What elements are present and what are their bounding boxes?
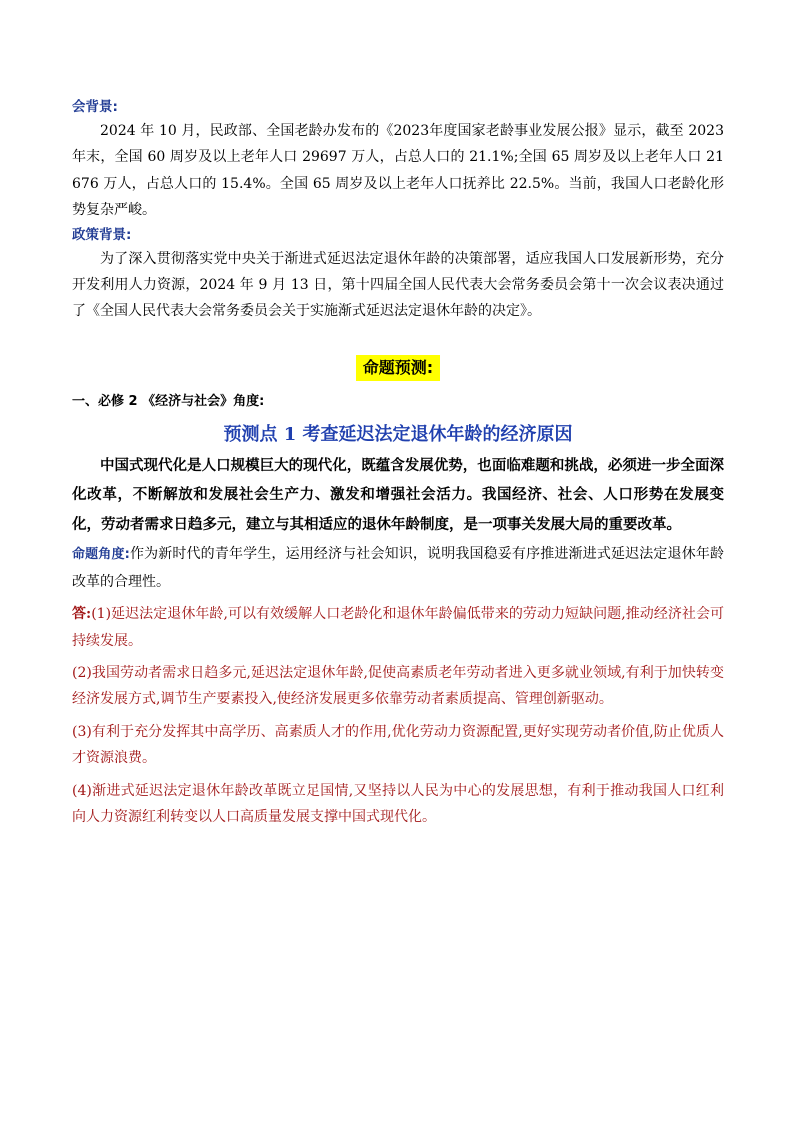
- prediction-point-title: 预测点 1 考查延迟法定退休年龄的经济原因: [223, 423, 573, 445]
- prediction-banner-wrap: [72, 355, 724, 385]
- question-angle-text: 作为新时代的青年学生，运用经济与社会知识，说明我国稳妥有序推进渐进式延迟法定退休年龄改革的合理性。: [72, 546, 725, 590]
- social-background-heading: 会背景:: [72, 99, 118, 115]
- answer-item-2: (2)我国劳动者需求日趋多元,延迟法定退休年龄,促使高素质老年劳动者进入更多就业领域,有利于加快转变经济发展方式,调节生产要素投入,使经济发展更多依靠劳动者素质提高、管理创新驱动。: [72, 664, 724, 708]
- section-title: 一、必修 2 《经济与社会》角度:: [72, 393, 265, 409]
- answer-item-3: (3)有利于充分发挥其中高学历、高素质人才的作用,优化劳动力资源配置,更好实现劳动者价值,防止优质人才资源浪费。: [72, 723, 724, 767]
- policy-background-heading: 政策背景:: [72, 226, 132, 243]
- answer-label: 答:: [72, 606, 92, 623]
- intro-paragraph: 中国式现代化是人口规模巨大的现代化，既蕴含发展优势，也面临难题和挑战，必须进一步全面深化改革，不断解放和发展社会生产力、激发和增强社会活力。我国经济、社会、人口形势在发展变化，劳动者需求日趋多元，建立与其相适应的退休年龄制度，是一项事关发展大局的重要改革。: [72, 456, 724, 533]
- policy-background-text: 为了深入贯彻落实党中央关于渐进式延迟法定退休年龄的决策部署，适应我国人口发展新形势，充分开发利用人力资源，2024 年 9 月 13 日，第十四届全国人民代表大会常务委员会第十一次会议表决通过了《全国人民代表大会常务委员会关于实施渐式延迟法定退休年龄的决定》。: [72, 250, 724, 320]
- prediction-banner: 命题预测:: [356, 355, 440, 381]
- answer-item-4: (4)渐进式延迟法定退休年龄改革既立足国情,又坚持以人民为中心的发展思想，有利于推动我国人口红利向人力资源红利转变以人口高质量发展支撑中国式现代化。: [72, 782, 724, 825]
- answer-text-1: (1)延迟法定退休年龄,可以有效缓解人口老龄化和退休年龄偏低带来的劳动力短缺问题,推动经济社会可持续发展。: [72, 606, 724, 649]
- question-angle: [72, 541, 724, 595]
- document-page: [72, 96, 724, 830]
- answer-item-1: [72, 601, 724, 654]
- question-angle-label: 命题角度:: [72, 547, 130, 563]
- social-background-text: 2024 年 10 月，民政部、全国老龄办发布的《2023年度国家老龄事业发展公报》显示，截至 2023 年末，全国 60 周岁及以上老年人口 29697 万人，占总人口的 21.1%;全国 65 周岁及以上老年人口 21 676 万人，占总人口的 15.4%。全国 65 周岁及以上老年人口抚养比 22.5%。当前，我国人口老龄化形势复杂严峻。: [72, 123, 724, 219]
